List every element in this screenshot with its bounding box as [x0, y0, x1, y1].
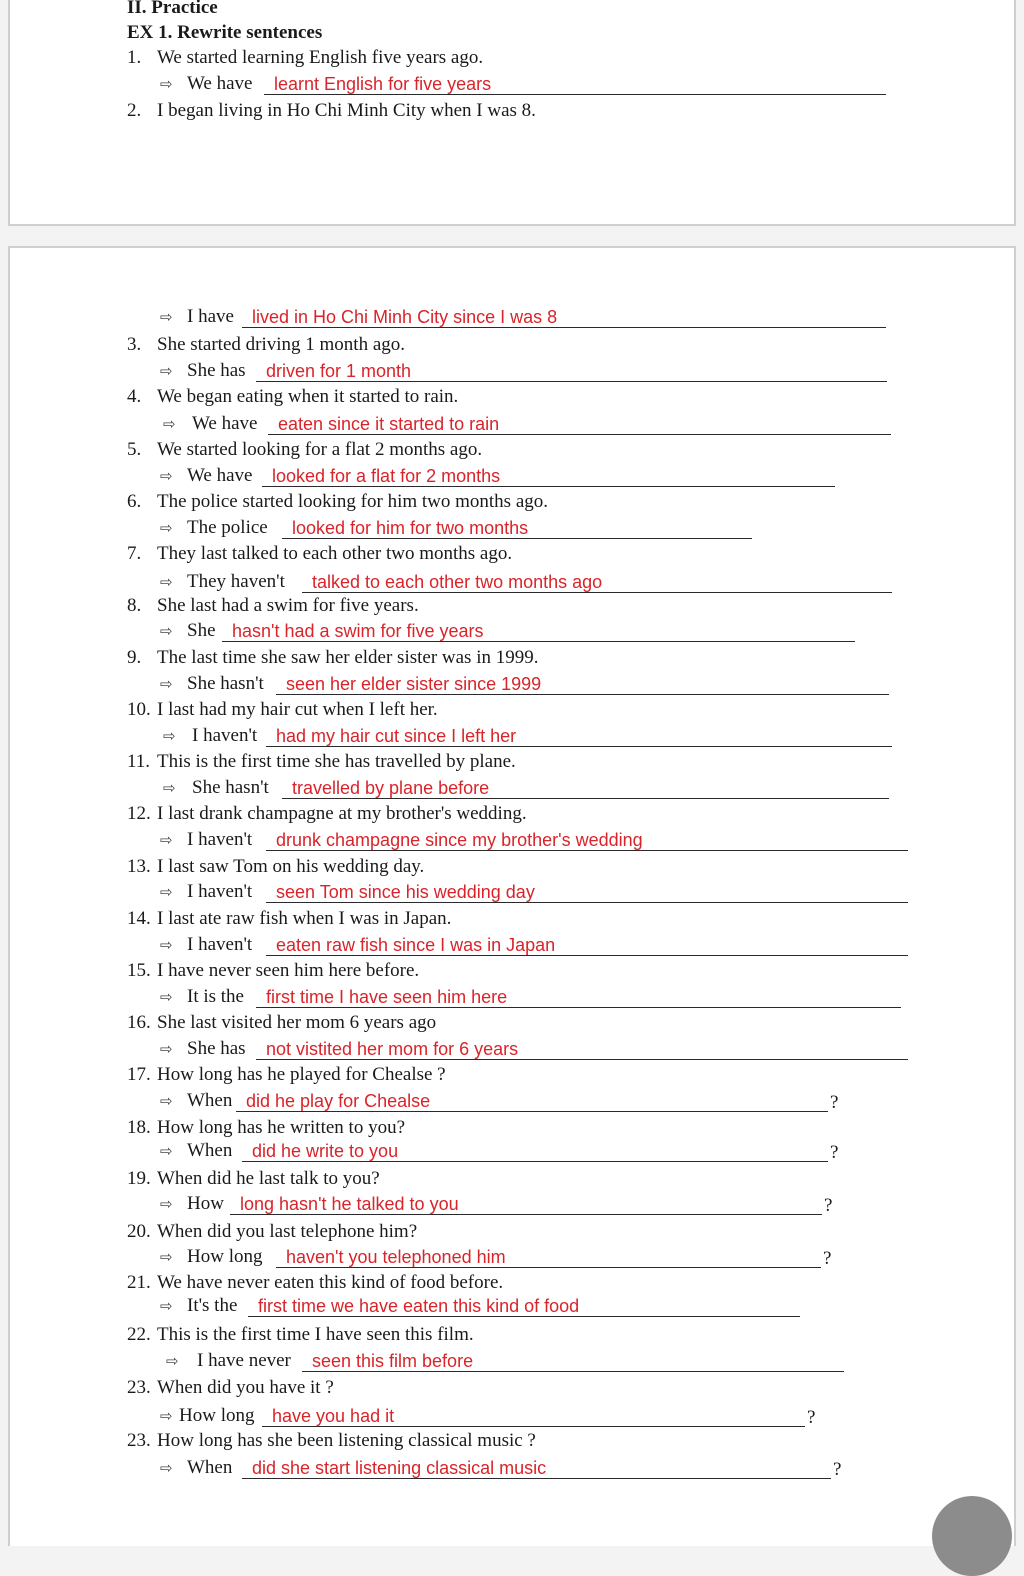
- arrow-right-icon: ⇨: [160, 1040, 173, 1058]
- answer-text[interactable]: had my hair cut since I left her: [276, 726, 517, 746]
- question-text: The last time she saw her elder sister was in 1999.: [157, 647, 539, 668]
- question-23: [127, 1377, 334, 1399]
- answer-prefix: How: [187, 1193, 224, 1214]
- answer-prefix: We have: [192, 413, 258, 434]
- question-text: We started learning English five years ago.: [157, 47, 484, 68]
- question-text: She last had a swim for five years.: [157, 595, 419, 616]
- arrow-right-icon: ⇨: [160, 308, 173, 326]
- question-11: [127, 751, 516, 773]
- answer-text[interactable]: did he write to you: [252, 1141, 399, 1161]
- question-mark: ?: [807, 1407, 816, 1428]
- question-number: 19.: [127, 1168, 151, 1189]
- question-number: 1.: [127, 47, 142, 68]
- answer-text[interactable]: have you had it: [272, 1406, 395, 1426]
- question-number: 20.: [127, 1221, 151, 1242]
- question-number: 21.: [127, 1272, 151, 1293]
- question-text: How long has he written to you?: [157, 1117, 406, 1138]
- question-number: 12.: [127, 803, 151, 824]
- question-21: [127, 1272, 503, 1294]
- question-1: [127, 47, 483, 69]
- question-text: When did he last talk to you?: [157, 1168, 380, 1189]
- answer-text[interactable]: did he play for Chealse: [246, 1091, 431, 1111]
- question-text: I have never seen him here before.: [157, 960, 420, 981]
- question-number: 14.: [127, 908, 151, 929]
- question-mark: ?: [830, 1092, 839, 1113]
- section-title: II. Practice: [127, 0, 218, 18]
- question-8: [127, 595, 419, 617]
- answer-text[interactable]: travelled by plane before: [292, 778, 490, 798]
- answer-text[interactable]: first time we have eaten this kind of food: [258, 1296, 580, 1316]
- question-4: [127, 386, 458, 408]
- question-number: 5.: [127, 439, 142, 460]
- question-20: [127, 1221, 417, 1243]
- floating-action-button[interactable]: [932, 1496, 1012, 1576]
- answer-text[interactable]: looked for a flat for 2 months: [272, 466, 501, 486]
- arrow-right-icon: ⇨: [160, 1142, 173, 1160]
- arrow-right-icon: ⇨: [160, 988, 173, 1006]
- question-19: [127, 1168, 380, 1190]
- arrow-right-icon: ⇨: [160, 1248, 173, 1266]
- answer-text[interactable]: eaten since it started to rain: [278, 414, 500, 434]
- answer-text[interactable]: not vistited her mom for 6 years: [266, 1039, 519, 1059]
- arrow-right-icon: ⇨: [160, 883, 173, 901]
- answer-text[interactable]: driven for 1 month: [266, 361, 412, 381]
- answer-text[interactable]: hasn't had a swim for five years: [232, 621, 484, 641]
- question-18: [127, 1117, 405, 1139]
- question-number: 13.: [127, 856, 151, 877]
- question-number: 18.: [127, 1117, 151, 1138]
- question-text: How long has he played for Chealse ?: [157, 1064, 446, 1085]
- answer-text[interactable]: haven't you telephoned him: [286, 1247, 506, 1267]
- question-text: I last ate raw fish when I was in Japan.: [157, 908, 452, 929]
- answer-text[interactable]: drunk champagne since my brother's wedding: [276, 830, 643, 850]
- question-22: [127, 1324, 474, 1346]
- arrow-right-icon: ⇨: [160, 1092, 173, 1110]
- question-5: [127, 439, 482, 461]
- question-14: [127, 908, 451, 930]
- question-text: This is the first time I have seen this film.: [157, 1324, 474, 1345]
- answer-text[interactable]: seen her elder sister since 1999: [286, 674, 542, 694]
- answer-prefix: I have: [187, 306, 234, 327]
- arrow-right-icon: ⇨: [160, 1407, 173, 1425]
- answer-prefix: They haven't: [187, 571, 285, 592]
- answer-text[interactable]: eaten raw fish since I was in Japan: [276, 935, 556, 955]
- question-6: [127, 491, 548, 513]
- question-mark: ?: [824, 1195, 833, 1216]
- answer-prefix: The police: [187, 517, 268, 538]
- question-text: I began living in Ho Chi Minh City when I was 8.: [157, 100, 536, 121]
- answer-prefix: She hasn't: [187, 673, 264, 694]
- arrow-right-icon: ⇨: [163, 727, 176, 745]
- question-text: She started driving 1 month ago.: [157, 334, 406, 355]
- answer-prefix: We have: [187, 465, 253, 486]
- question-text: When did you last telephone him?: [157, 1221, 418, 1242]
- answer-prefix: When: [187, 1140, 233, 1161]
- question-text: I last drank champagne at my brother's wedding.: [157, 803, 527, 824]
- answer-prefix: How long: [179, 1405, 255, 1426]
- answer-text[interactable]: first time I have seen him here: [266, 987, 508, 1007]
- answer-prefix: We have: [187, 73, 253, 94]
- question-16: [127, 1012, 436, 1034]
- question-text: They last talked to each other two months ago.: [157, 543, 513, 564]
- arrow-right-icon: ⇨: [160, 675, 173, 693]
- question-number: 6.: [127, 491, 142, 512]
- arrow-right-icon: ⇨: [160, 519, 173, 537]
- arrow-right-icon: ⇨: [166, 1352, 179, 1370]
- question-number: 22.: [127, 1324, 151, 1345]
- question-number: 4.: [127, 386, 142, 407]
- answer-text[interactable]: looked for him for two months: [292, 518, 529, 538]
- question-text: When did you have it ?: [157, 1377, 334, 1398]
- question-13: [127, 856, 424, 878]
- question-number: 7.: [127, 543, 142, 564]
- answer-text[interactable]: talked to each other two months ago: [312, 572, 603, 592]
- question-number: 3.: [127, 334, 142, 355]
- answer-text[interactable]: did she start listening classical music: [252, 1458, 547, 1478]
- question-9: [127, 647, 538, 669]
- exercise-title: EX 1. Rewrite sentences: [127, 22, 323, 43]
- answer-prefix: I haven't: [187, 934, 253, 955]
- answer-prefix: She: [187, 620, 216, 641]
- question-number: 9.: [127, 647, 142, 668]
- arrow-right-icon: ⇨: [160, 1459, 173, 1477]
- question-12: [127, 803, 527, 825]
- question-number: 23.: [127, 1377, 151, 1398]
- answer-prefix: When: [187, 1090, 233, 1111]
- question-number: 17.: [127, 1064, 151, 1085]
- question-17: [127, 1064, 446, 1086]
- arrow-right-icon: ⇨: [160, 75, 173, 93]
- question-number: 10.: [127, 699, 151, 720]
- answer-prefix: She hasn't: [192, 777, 269, 798]
- answer-prefix: I haven't: [187, 881, 253, 902]
- question-number: 8.: [127, 595, 142, 616]
- question-number: 11.: [127, 751, 151, 772]
- answer-prefix: I have never: [197, 1350, 291, 1371]
- answer-text[interactable]: long hasn't he talked to you: [240, 1194, 459, 1214]
- answer-prefix: I haven't: [192, 725, 258, 746]
- question-text: I last had my hair cut when I left her.: [157, 699, 438, 720]
- question-text: We started looking for a flat 2 months ago.: [157, 439, 483, 460]
- answer-text[interactable]: seen this film before: [312, 1351, 474, 1371]
- question-text: We have never eaten this kind of food before.: [157, 1272, 504, 1293]
- arrow-right-icon: ⇨: [160, 467, 173, 485]
- answer-prefix: When: [187, 1457, 233, 1478]
- question-text: This is the first time she has travelled by plane.: [157, 751, 516, 772]
- question-text: We began eating when it started to rain.: [157, 386, 459, 407]
- answer-prefix: It is the: [187, 986, 244, 1007]
- arrow-right-icon: ⇨: [160, 622, 173, 640]
- answer-prefix: I haven't: [187, 829, 253, 850]
- arrow-right-icon: ⇨: [160, 1297, 173, 1315]
- answer-text[interactable]: seen Tom since his wedding day: [276, 882, 535, 902]
- answer-prefix: She has: [187, 360, 246, 381]
- answer-text[interactable]: learnt English for five years: [274, 74, 492, 94]
- question-number: 16.: [127, 1012, 151, 1033]
- answer-prefix: She has: [187, 1038, 246, 1059]
- arrow-right-icon: ⇨: [160, 573, 173, 591]
- question-number: 23.: [127, 1430, 151, 1451]
- answer-text[interactable]: lived in Ho Chi Minh City since I was 8: [252, 307, 558, 327]
- arrow-right-icon: ⇨: [160, 1195, 173, 1213]
- arrow-right-icon: ⇨: [160, 936, 173, 954]
- answer-prefix: It's the: [187, 1295, 238, 1316]
- arrow-right-icon: ⇨: [163, 415, 176, 433]
- arrow-right-icon: ⇨: [163, 779, 176, 797]
- question-3: [127, 334, 405, 356]
- question-15: [127, 960, 419, 982]
- question-text: How long has she been listening classical music ?: [157, 1430, 536, 1451]
- question-number: 2.: [127, 100, 142, 121]
- question-24: [127, 1430, 536, 1452]
- question-mark: ?: [833, 1459, 842, 1480]
- question-number: 15.: [127, 960, 151, 981]
- question-2: [127, 100, 536, 122]
- question-text: The police started looking for him two months ago.: [157, 491, 549, 512]
- answer-prefix: How long: [187, 1246, 263, 1267]
- arrow-right-icon: ⇨: [160, 362, 173, 380]
- question-10: [127, 699, 438, 721]
- question-text: She last visited her mom 6 years ago: [157, 1012, 437, 1033]
- question-7: [127, 543, 512, 565]
- question-text: I last saw Tom on his wedding day.: [157, 856, 425, 877]
- arrow-right-icon: ⇨: [160, 831, 173, 849]
- question-mark: ?: [830, 1142, 839, 1163]
- question-mark: ?: [823, 1248, 832, 1269]
